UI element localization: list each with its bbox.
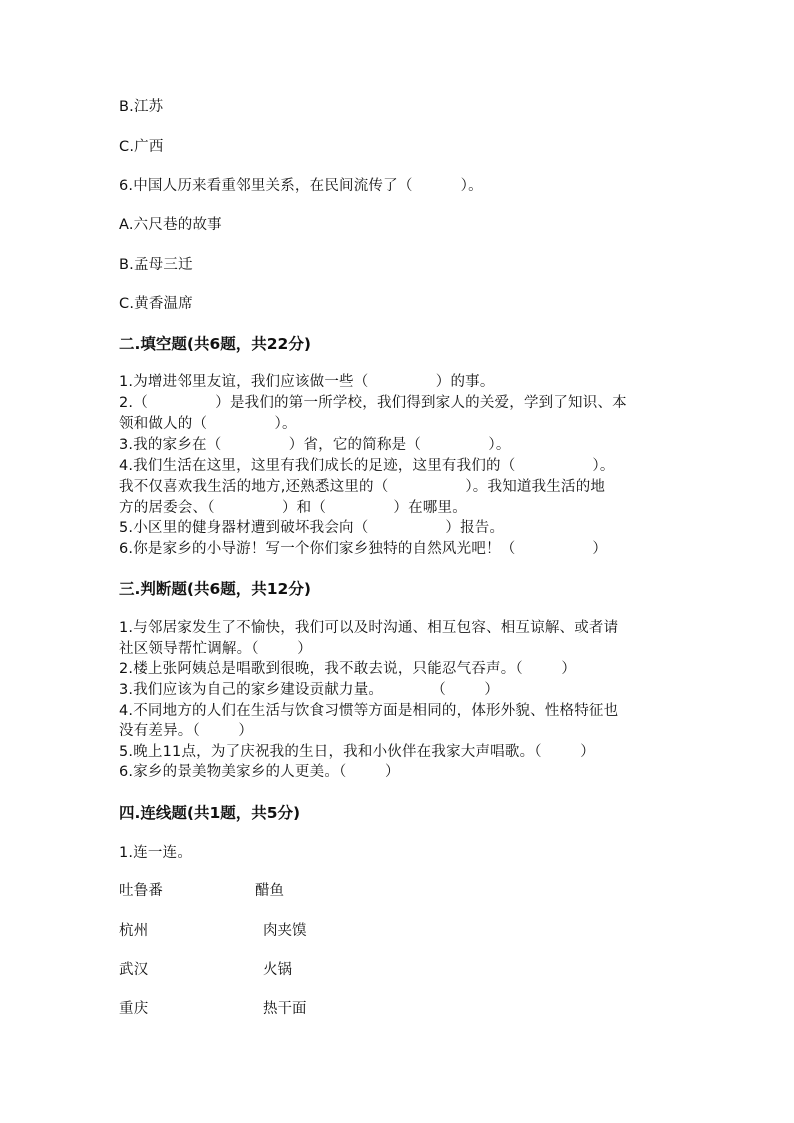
s2-line: 领和做人的（ ）。 bbox=[119, 416, 297, 432]
s2-line: 我不仅喜欢我生活的地方,还熟悉这里的（ ）。我知道我生活的地 bbox=[119, 479, 606, 495]
s2-line: 5.小区里的健身器材遭到破坏我会向（ ）报告。 bbox=[119, 520, 505, 536]
match-right-item: 热干面 bbox=[263, 1001, 307, 1017]
s3-line: 6.家乡的景美物美家乡的人更美。（ ） bbox=[119, 764, 400, 780]
q5-option-c: C.广西 bbox=[119, 139, 164, 155]
s2-line: 方的居委会、（ ）和（ ）在哪里。 bbox=[119, 500, 467, 516]
q6-option-c: C.黄香温席 bbox=[119, 296, 193, 312]
s2-line: 3.我的家乡在（ ）省，它的简称是（ ）。 bbox=[119, 437, 511, 453]
match-right-item: 醋鱼 bbox=[255, 883, 284, 899]
match-left-item: 重庆 bbox=[119, 1001, 149, 1017]
match-left-item: 吐鲁番 bbox=[119, 883, 164, 899]
match-left-item: 杭州 bbox=[119, 923, 149, 939]
s2-line: 4.我们生活在这里，这里有我们成长的足迹，这里有我们的（ ）。 bbox=[119, 458, 615, 474]
s2-line: 1.为增进邻里友谊，我们应该做一些（ ）的事。 bbox=[119, 374, 495, 390]
s3-line: 1.与邻居家发生了不愉快，我们可以及时沟通、相互包容、相互谅解、或者请 bbox=[119, 620, 619, 636]
match-right-item: 火锅 bbox=[263, 962, 292, 978]
s3-line: 2.楼上张阿姨总是唱歌到很晚，我不敢去说，只能忍气吞声。（ ） bbox=[119, 661, 577, 677]
s4-question: 1.连一连。 bbox=[119, 845, 193, 861]
s3-line: 社区领导帮忙调解。（ ） bbox=[119, 641, 312, 657]
match-right-item: 肉夹馍 bbox=[263, 923, 307, 939]
s2-line: 6.你是家乡的小导游！写一个你们家乡独特的自然风光吧！（ ） bbox=[119, 541, 608, 557]
section2-heading: 二.填空题(共6题，共22分) bbox=[119, 335, 311, 353]
s3-line: 3.我们应该为自己的家乡建设贡献力量。 （ ） bbox=[119, 682, 500, 698]
q6-option-a: A.六尺巷的故事 bbox=[119, 217, 222, 233]
section4-heading: 四.连线题(共1题，共5分) bbox=[119, 804, 301, 822]
q5-option-b: B.江苏 bbox=[119, 99, 164, 115]
s3-line: 没有差异。（ ） bbox=[119, 723, 254, 739]
s2-line: 2.（ ）是我们的第一所学校，我们得到家人的关爱，学到了知识、本 bbox=[119, 395, 627, 411]
s3-line: 5.晚上11点，为了庆祝我的生日，我和小伙伴在我家大声唱歌。（ ） bbox=[119, 744, 595, 760]
q6-option-b: B.孟母三迁 bbox=[119, 257, 193, 273]
s3-line: 4.不同地方的人们在生活与饮食习惯等方面是相同的，体形外貌、性格特征也 bbox=[119, 703, 619, 719]
section3-heading: 三.判断题(共6题，共12分) bbox=[119, 580, 311, 598]
q6-stem: 6.中国人历来看重邻里关系，在民间流传了（ ）。 bbox=[119, 178, 483, 194]
match-left-item: 武汉 bbox=[119, 962, 149, 978]
